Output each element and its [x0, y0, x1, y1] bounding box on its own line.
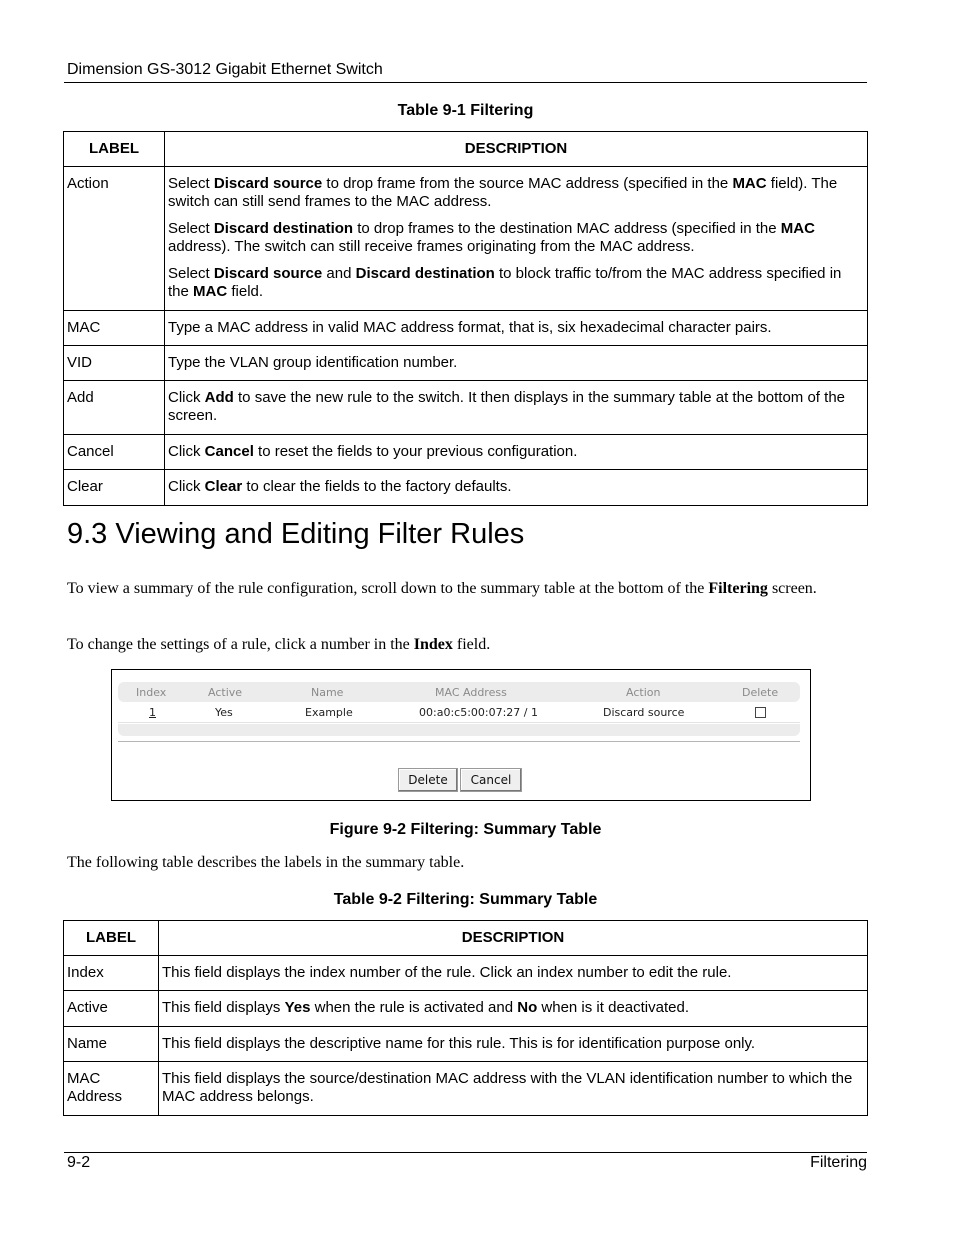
- row-description: [159, 991, 868, 1027]
- table-header-label: LABEL: [64, 132, 165, 167]
- row-description: [165, 435, 868, 470]
- column-header-name: Name: [311, 686, 344, 699]
- description-paragraph: This field displays the source/destination MAC address with the VLAN identification number to which the MAC address belongs.: [162, 1070, 853, 1105]
- body-paragraph: To view a summary of the rule configuration, scroll down to the summary table at the bottom of the Filtering screen.: [67, 580, 817, 597]
- summary-table-screenshot: [111, 669, 811, 801]
- row-description: [165, 381, 868, 435]
- description-paragraph: Select Discard source and Discard destination to block traffic to/from the MAC address specified in the MAC field.: [168, 265, 842, 300]
- cancel-button[interactable]: Cancel: [460, 768, 522, 792]
- row-description: [159, 1027, 868, 1062]
- row-label: Action: [64, 167, 165, 311]
- page-number: 9-2: [67, 1154, 91, 1171]
- table-row: [118, 702, 800, 723]
- bold-term: Add: [204, 389, 234, 406]
- row-active: Yes: [215, 706, 233, 719]
- row-label: Add: [64, 381, 165, 435]
- row-description: [159, 956, 868, 991]
- row-mac-address: 00:a0:c5:00:07:27 / 1: [419, 706, 539, 719]
- header-divider: [64, 82, 867, 83]
- table-row: [64, 470, 868, 506]
- bold-term: Discard destination: [213, 220, 354, 237]
- description-paragraph: Select Discard destination to drop frames to the destination MAC address (specified in the MAC address). The switch can still receive frames originating from the MAC address.: [168, 220, 815, 255]
- bold-term: MAC: [732, 175, 767, 192]
- row-name: Example: [305, 706, 353, 719]
- description-paragraph: Select Discard source to drop frame from the source MAC address (specified in the MAC field). The switch can still send frames to the MAC address.: [168, 175, 838, 210]
- row-description: [165, 346, 868, 381]
- row-label: Name: [64, 1027, 159, 1062]
- table-row: [64, 956, 868, 991]
- body-paragraph: To change the settings of a rule, click a number in the Index field.: [67, 636, 491, 653]
- column-header-delete: Delete: [742, 686, 779, 699]
- row-description: [159, 1062, 868, 1116]
- table-row: [64, 1027, 868, 1062]
- column-header-active: Active: [208, 686, 243, 699]
- row-label: Index: [64, 956, 159, 991]
- column-header-mac-address: MAC Address: [435, 686, 507, 699]
- column-header-index: Index: [136, 686, 167, 699]
- description-paragraph: Type a MAC address in valid MAC address format, that is, six hexadecimal character pairs.: [168, 319, 772, 336]
- bold-term: Yes: [284, 999, 311, 1016]
- bold-term: Filtering: [708, 580, 768, 597]
- bold-term: Cancel: [204, 443, 254, 460]
- running-header-title: Dimension GS-3012 Gigabit Ethernet Switch: [67, 61, 383, 78]
- table-9-2-caption: Table 9-2 Filtering: Summary Table: [333, 891, 598, 908]
- footer-divider: [64, 1152, 867, 1153]
- row-label: Clear: [64, 470, 165, 506]
- chapter-name: Filtering: [810, 1154, 867, 1171]
- bold-term: Index: [413, 636, 453, 653]
- description-paragraph: This field displays Yes when the rule is activated and No when is it deactivated.: [162, 999, 689, 1016]
- row-description: [165, 167, 868, 311]
- table-row: [64, 346, 868, 381]
- row-description: [165, 311, 868, 346]
- bold-term: Clear: [204, 478, 243, 495]
- bold-term: MAC: [780, 220, 815, 237]
- table-header-label: LABEL: [64, 921, 159, 956]
- table-row: [64, 311, 868, 346]
- figure-caption: Figure 9-2 Filtering: Summary Table: [329, 821, 602, 838]
- summary-table-header: [118, 682, 800, 702]
- delete-checkbox[interactable]: [755, 707, 766, 718]
- description-paragraph: Click Clear to clear the fields to the factory defaults.: [168, 478, 512, 495]
- description-paragraph: Click Add to save the new rule to the switch. It then displays in the summary table at the bottom of the screen.: [168, 389, 845, 424]
- bold-term: Discard destination: [355, 265, 495, 282]
- table-row: [64, 991, 868, 1027]
- description-paragraph: Click Cancel to reset the fields to your previous configuration.: [168, 443, 578, 460]
- table-footer-band: [118, 724, 800, 736]
- table-row: [64, 435, 868, 470]
- table-row: [64, 1062, 868, 1116]
- row-label: MAC Address: [64, 1062, 159, 1116]
- bold-term: No: [517, 999, 538, 1016]
- summary-description-table: [63, 920, 868, 1116]
- section-heading: 9.3 Viewing and Editing Filter Rules: [67, 518, 525, 550]
- row-label: MAC: [64, 311, 165, 346]
- bold-term: Discard source: [213, 175, 323, 192]
- table-row: [64, 381, 868, 435]
- delete-button[interactable]: Delete: [398, 768, 458, 792]
- row-action: Discard source: [603, 706, 685, 719]
- description-paragraph: This field displays the index number of the rule. Click an index number to edit the rule.: [162, 964, 732, 981]
- filtering-table: [63, 131, 868, 506]
- divider: [118, 741, 800, 742]
- description-paragraph: This field displays the descriptive name for this rule. This is for identification purpose only.: [162, 1035, 756, 1052]
- table-header-description: DESCRIPTION: [159, 921, 868, 956]
- row-label: Cancel: [64, 435, 165, 470]
- bold-term: MAC: [193, 283, 228, 300]
- table-9-1-caption: Table 9-1 Filtering: [397, 102, 534, 119]
- body-paragraph: The following table describes the labels in the summary table.: [67, 854, 465, 871]
- row-label: Active: [64, 991, 159, 1027]
- bold-term: Discard source: [213, 265, 323, 282]
- row-description: [165, 470, 868, 506]
- table-row: [64, 167, 868, 311]
- row-label: VID: [64, 346, 165, 381]
- table-header-description: DESCRIPTION: [165, 132, 868, 167]
- description-paragraph: Type the VLAN group identification number.: [168, 354, 458, 371]
- column-header-action: Action: [626, 686, 661, 699]
- index-link[interactable]: 1: [149, 706, 156, 719]
